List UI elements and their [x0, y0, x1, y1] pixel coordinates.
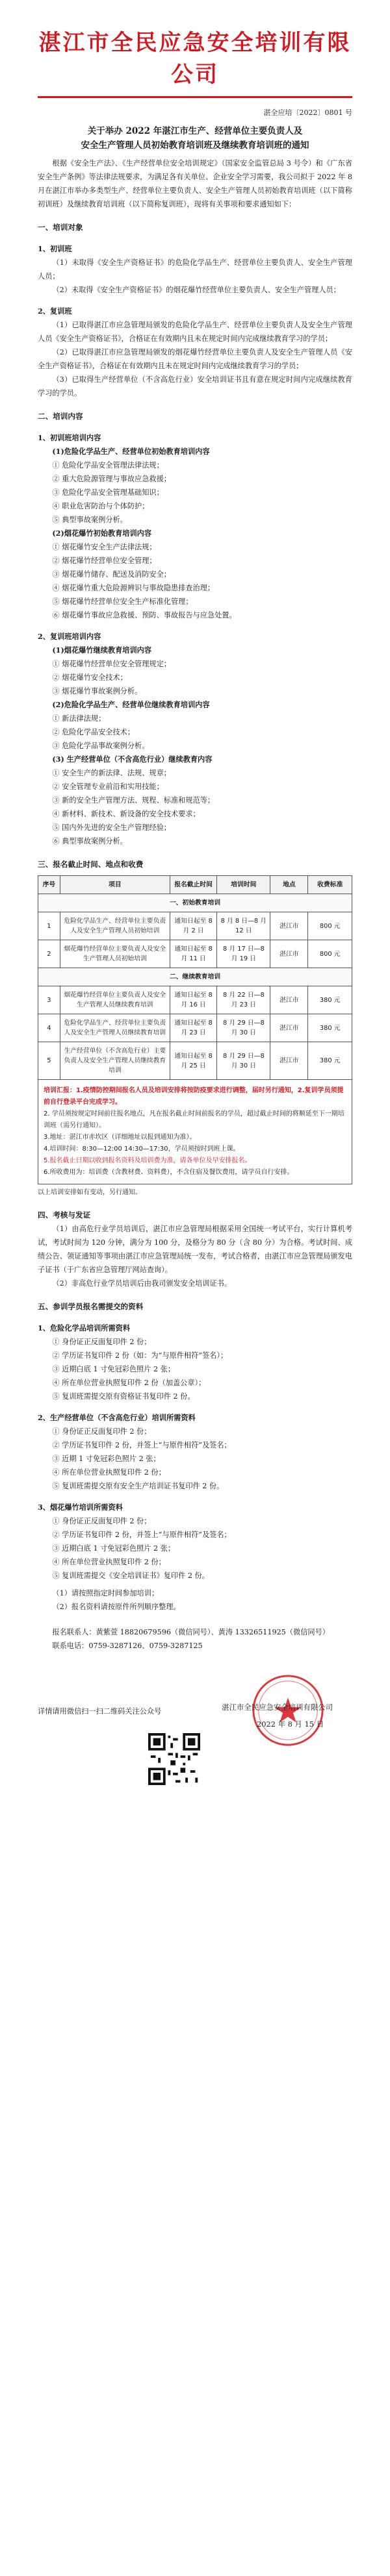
- section-heading-5: 五、参训学员报名需提交的资料: [38, 1302, 144, 1311]
- signature-date: 2022 年 8 月 15 日: [256, 1719, 324, 1729]
- cell-fee: 380 元: [308, 1042, 352, 1080]
- list-item: ① 危险化学品安全管理法律法规；: [52, 461, 164, 469]
- list-item: ③ 近期白底 1 寸免冠彩色照片 2 张；: [52, 1544, 176, 1553]
- note-item: 6.所收费用为：培训费（含教材费、资料费），不含住宿及餐饮费用，请学员自行安排。: [44, 1169, 294, 1176]
- list-item: ⑥ 典型事故案例分析。: [52, 837, 127, 845]
- cell-venue: 湛江市: [270, 986, 308, 1014]
- group-label: 二、继续教育培训: [38, 968, 352, 986]
- cell-fee: 380 元: [308, 1014, 352, 1042]
- table-notes: [38, 1080, 352, 1184]
- list-item: ③ 近期白底 1 寸免冠彩色照片 2 张；: [52, 1365, 176, 1373]
- section-heading-4: 四、考核与发证: [38, 1210, 91, 1219]
- cell-period: 8 月 22 日—8 月 23 日: [217, 986, 270, 1014]
- intro-paragraph: 根据《安全生产法》、《生产经营单位安全培训规定》（国家安全监管总局 3 号令）和《广东省安全生产条例》等法律法规要求，为满足各有关单位、企业安全学习需要，我公司拟于 2022 年 8 月在湛江市举办多类型生产、经营单位主要负责人、安全生产管理人员初始教育培训班（以下简称初训班）及继续教育培训班（以下简称复训班），现将有关事项和要求通知如下：: [38, 159, 352, 208]
- subheading-materials-haz: 1、危险化学品培训所需资料: [38, 1323, 131, 1332]
- subheading-fireworks-renewal: (1)烟花爆竹继续教育培训内容: [52, 645, 152, 655]
- contact-phone: 联系电话：0759-3287126、0759-3287125: [52, 1642, 203, 1650]
- cell-project: 烟花爆竹经营单位主要负责人及安全生产管理人员继续教育培训: [60, 986, 170, 1014]
- cell-no: 2: [38, 940, 60, 968]
- note-item: 2. 学员须按规定时间前往报名地点，凡在报名截止时间前报名的学员，超过截止时间的将顺延至下一期培训班（需另行通知）。: [44, 1110, 344, 1129]
- cell-no: 3: [38, 986, 60, 1014]
- list-item: （2）未取得《安全生产资格证书》的烟花爆竹经营单位主要负责人、安全生产管理人员；: [52, 286, 341, 294]
- cell-no: 4: [38, 1014, 60, 1042]
- list-item: ① 身份证正反面复印件 2 份；: [52, 1427, 151, 1436]
- list-item: ④ 职业危害防治与个体防护；: [52, 502, 150, 510]
- cell-fee: 800 元: [308, 940, 352, 968]
- list-item: ③ 危险化学品事故案例分析。: [52, 742, 150, 750]
- qr-instruction: 详情请用微信扫一扫二维码关注公众号: [38, 1707, 162, 1716]
- cell-venue: 湛江市: [270, 1042, 308, 1080]
- list-item: （3）已取得生产经营单位（不含高危行业）安全培训证书且有意在规定时间内完成继续教育学习的学员。: [38, 375, 352, 397]
- list-item: ① 身份证正反面复印件 2 份；: [52, 1517, 151, 1525]
- cell-fee: 800 元: [308, 912, 352, 940]
- cell-venue: 湛江市: [270, 940, 308, 968]
- list-item: ① 身份证正反面复印件 2 份；: [52, 1338, 151, 1346]
- table-row: [38, 1014, 352, 1042]
- column-header: 收费标准: [308, 876, 352, 894]
- cell-project: 烟花爆竹经营单位主要负责人及安全生产管理人员初始培训: [60, 940, 170, 968]
- section-heading-2: 二、培训内容: [38, 412, 83, 421]
- list-item: （2）报名资料请按原件所列顺序整理。: [52, 1603, 181, 1611]
- list-item: ① 烟花爆竹经营单位安全管理规定；: [52, 660, 171, 668]
- list-item: ③ 新的安全生产管理方法、规程、标准和规范等；: [52, 796, 215, 805]
- list-item: ① 新法律法规；: [52, 714, 106, 723]
- group-label: 一、初始教育培训: [38, 894, 352, 912]
- paragraph: （1）由高危行业学员培训后，湛江市应急管理局根据采用全国统一考试平台，实行计算机考试，考试时间为 120 分钟，满分为 100 分，及格分为 80 分（含 80 分）为合格。考试时间、成绩公告、领证通知等事项由湛江市应急管理局统一发布，考试合格者，由湛江市应急管理局颁发电子证书（于广东省应急管理厅网站查询）。: [38, 1225, 352, 1274]
- masthead: [38, 0, 352, 98]
- list-item: ② 危险化学品安全技术；: [52, 728, 135, 736]
- list-item: ④ 所在单位营业执照复印件 2 份（加盖公章）；: [52, 1379, 206, 1387]
- cell-deadline: 通知日起至 8 月 16 日: [170, 986, 216, 1014]
- column-header: 报名截止时间: [170, 876, 216, 894]
- list-item: ③ 近期 1 寸免冠彩色照片 2 张；: [52, 1455, 161, 1463]
- cell-no: 5: [38, 1042, 60, 1080]
- cell-venue: 湛江市: [270, 1014, 308, 1042]
- paragraph: （2）非高危行业学员培训后由我司颁发安全培训证书。: [52, 1279, 232, 1288]
- cell-project: 生产经营单位（不含高危行业）主要负责人及安全生产管理人员继续教育培训: [60, 1042, 170, 1080]
- cell-deadline: 通知日起至 8 月 11 日: [170, 940, 216, 968]
- list-item: ⑤ 国内外先进的安全生产管理经验；: [52, 823, 171, 832]
- list-item: ④ 所在单位营业执照复印件 2 份；: [52, 1558, 166, 1566]
- schedule-table: [38, 875, 352, 1080]
- subheading-haz: (1)危险化学品生产、经营单位初始教育培训内容: [52, 447, 210, 456]
- doc-number: 湛全应培〔2022〕0801 号: [263, 108, 352, 117]
- cell-project: 危险化学品生产、经营单位主要负责人及安全生产管理人员继续教育培训: [60, 1014, 170, 1042]
- title-line-2: 安全生产管理人员初始教育培训班及继续教育培训班的通知: [81, 140, 309, 151]
- list-item: ⑤ 典型事故案例分析。: [52, 516, 127, 524]
- signature-block: [38, 1676, 352, 1760]
- column-header: 序号: [38, 876, 60, 894]
- cell-venue: 湛江市: [270, 912, 308, 940]
- notes-warning: 培训汇报：1.疫情防控期间报名人员及培训安排将按防疫要求进行调整，届时另行通知，2.复训学员须提前自行登录平台完成学习。: [44, 1087, 344, 1106]
- table-row: [38, 1042, 352, 1080]
- cell-no: 1: [38, 912, 60, 940]
- signature-org: 湛江市全民应急安全培训有限公司: [222, 1703, 333, 1712]
- cell-deadline: 通知日起至 8 月 23 日: [170, 1014, 216, 1042]
- cell-project: 危险化学品生产、经营单位主要负责人及安全生产管理人员初始培训: [60, 912, 170, 940]
- cell-deadline: 通知日起至 8 月 25 日: [170, 1042, 216, 1080]
- list-item: ② 学历证书复印件 2 份，并签上“与原件相符”及签名；: [52, 1531, 231, 1539]
- cell-period: 8 月 8 日—8 月 12 日: [217, 912, 270, 940]
- list-item: ⑤ 复训班需提交原有安全生产培训证书复印件 2 份。: [52, 1482, 224, 1490]
- list-item: ② 烟花爆竹安全技术；: [52, 673, 127, 682]
- table-row: [38, 940, 352, 968]
- list-item: ④ 所在单位营业执照复印件 2 份；: [52, 1468, 166, 1477]
- section-heading-3: 三、报名截止时间、地点和收费: [38, 860, 144, 869]
- subheading-renewal: 2、复训班: [38, 306, 72, 316]
- list-item: ② 安全管理专业前沿和实用技能；: [52, 782, 164, 791]
- list-item: ③ 烟花爆竹储存、配送及消防安全；: [52, 570, 171, 579]
- list-item: ③ 危险化学品安全管理基础知识；: [52, 488, 164, 497]
- cell-deadline: 通知日起至 8 月 2 日: [170, 912, 216, 940]
- column-header: 项目: [60, 876, 170, 894]
- list-item: （1）已取得湛江市应急管理局颁发的危险化学品生产、经营单位主要负责人及安全生产管理人员《安全生产资格证书》，合格证在有效期内且未在规定时间内完成继续教育学习的学员；: [38, 321, 352, 343]
- table-footer-note: 以上培训安排如有变动，另行通知。: [38, 1189, 142, 1196]
- list-item: （2）已取得湛江市应急管理局颁发的烟花爆竹经营单位主要负责人及安全生产管理人员《安全生产资格证书》，合格证在有效期内且未在规定时间内完成继续教育学习的学员；: [38, 348, 352, 370]
- qr-code-icon[interactable]: [148, 1733, 200, 1785]
- note-item: 4.培训时间：8:30—12:00 14:30—17:30，学员须按时到班上课。: [44, 1145, 240, 1153]
- list-item: （1）请按照指定时间参加培训；: [52, 1589, 159, 1597]
- doc-title: [38, 124, 352, 153]
- red-rule: [38, 96, 352, 98]
- list-item: ① 烟花爆竹安全生产法律法规；: [52, 543, 157, 551]
- title-line-1: 关于举办 2022 年湛江市生产、经营单位主要负责人及: [87, 126, 303, 136]
- subheading-fireworks: (2)烟花爆竹初始教育培训内容: [52, 529, 152, 538]
- contact-people: 报名联系人：黄紫萱 18820679596（微信同号）、黄涛 13326511925（微信同号）: [52, 1628, 330, 1636]
- cell-period: 8 月 29 日—8 月 30 日: [217, 1042, 270, 1080]
- table-row: [38, 912, 352, 940]
- list-item: ④ 新材料、新技术、新设备的安全技术要求；: [52, 810, 200, 818]
- list-item: ③ 烟花爆竹事故案例分析。: [52, 687, 142, 695]
- list-item: （1）未取得《安全生产资格证书》的危险化学品生产、经营单位主要负责人、安全生产管理人员；: [38, 258, 352, 281]
- note-item: 3.地址：湛江市赤坎区（详细地址以报到通知为准）。: [44, 1134, 196, 1141]
- subheading-materials-fireworks: 3、烟花爆竹培训所需资料: [38, 1503, 123, 1512]
- subheading-materials-general: 2、生产经营单位（不含高危行业）培训所需资料: [38, 1413, 196, 1422]
- table-row: [38, 986, 352, 1014]
- list-item: ⑤ 复训班需提交原有资格证书复印件 2 份。: [52, 1392, 195, 1401]
- subheading-general-renewal: (3) 生产经营单位（不含高危行业）继续教育内容: [52, 755, 213, 764]
- subheading-initial-content: 1、初训班培训内容: [38, 433, 101, 442]
- table-header-row: [38, 876, 352, 894]
- list-item: ① 安全生产的新法律、法规、规章；: [52, 769, 171, 777]
- column-header: 培训时间: [217, 876, 270, 894]
- cell-fee: 380 元: [308, 986, 352, 1014]
- subheading-haz-renewal: (2)危险化学品生产、经营单位继续教育培训内容: [52, 700, 210, 709]
- list-item: ② 烟花爆竹经营单位安全管理；: [52, 556, 157, 565]
- cell-period: 8 月 17 日—8 月 19 日: [217, 940, 270, 968]
- column-header: 地点: [270, 876, 308, 894]
- list-item: ② 学历证书复印件 2 份，并签上“与原件相符”及签名；: [52, 1441, 231, 1449]
- list-item: ② 学历证书复印件 2 份（如：为“与原件相符”签名）；: [52, 1351, 228, 1360]
- subheading-initial: 1、初训班: [38, 244, 72, 253]
- list-item: ⑥ 烟花爆竹事故应急救援、预防、事故报告与应急处置。: [52, 611, 237, 619]
- note-item: 5.报名截止日期以收到报名资料及培训费为准，请各单位及早安排报名。: [44, 1157, 252, 1164]
- table-group-row: [38, 968, 352, 986]
- list-item: ② 重大危险源管理与事故应急救援；: [52, 475, 171, 483]
- list-item: ⑤ 烟花爆竹经营单位安全生产标准化管理；: [52, 597, 193, 606]
- list-item: ⑤ 复训班需提交《安全培训证书》复印件 2 份。: [52, 1571, 209, 1580]
- subheading-renewal-content: 2、复训班培训内容: [38, 632, 101, 641]
- table-group-row: [38, 894, 352, 912]
- section-heading-1: 一、培训对象: [38, 223, 83, 232]
- list-item: ④ 烟花爆竹重大危险源辨识与事故隐患排查治理；: [52, 584, 215, 592]
- org-title: 湛江市全民应急安全培训有限公司: [38, 30, 352, 88]
- cell-period: 8 月 29 日—8 月 30 日: [217, 1014, 270, 1042]
